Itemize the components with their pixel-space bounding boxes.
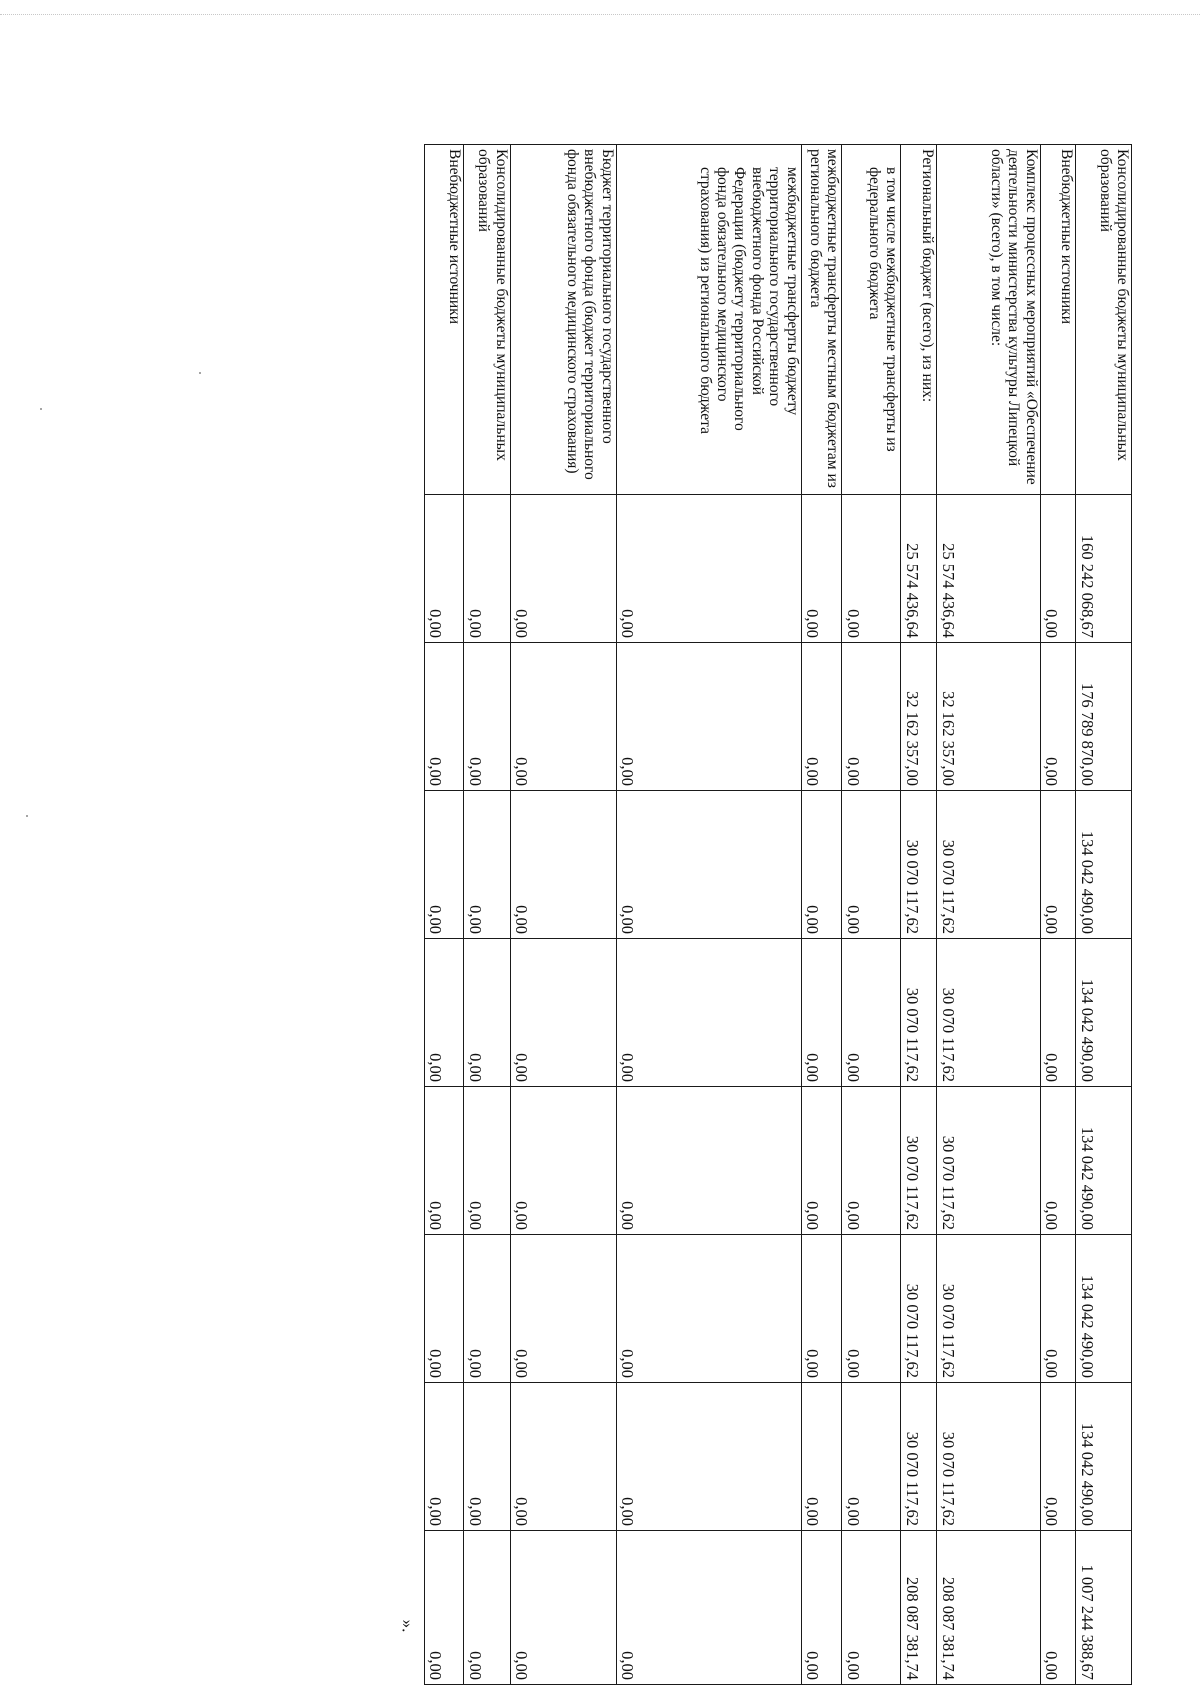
value-cell: 30 070 117,62 — [937, 1383, 1041, 1531]
value-cell: 0,00 — [425, 791, 464, 939]
budget-table — [424, 144, 1132, 1685]
value-cell: 0,00 — [801, 1235, 842, 1383]
table-row — [937, 145, 1041, 1685]
value-cell: 0,00 — [1040, 791, 1076, 939]
value-cell: 0,00 — [1040, 939, 1076, 1087]
value-cell: 0,00 — [801, 495, 842, 643]
row-total-cell: 1 007 244 388,67 — [1076, 1531, 1132, 1685]
value-cell: 0,00 — [464, 643, 511, 791]
value-cell: 0,00 — [1040, 1087, 1076, 1235]
value-cell: 0,00 — [616, 791, 801, 939]
row-label: Региональный бюджет (всего), из них: — [901, 145, 937, 495]
value-cell: 32 162 357,00 — [901, 643, 937, 791]
value-cell: 0,00 — [464, 1087, 511, 1235]
value-cell: 0,00 — [464, 791, 511, 939]
table-row — [616, 145, 801, 1685]
row-total-cell: 208 087 381,74 — [937, 1531, 1041, 1685]
value-cell: 0,00 — [616, 643, 801, 791]
value-cell: 0,00 — [1040, 495, 1076, 643]
row-label: Комплекс процессных мероприятий «Обеспечение деятельности министерства культуры Липецкой области» (всего), в том числе: — [937, 145, 1041, 495]
value-cell: 0,00 — [1040, 1383, 1076, 1531]
table-row — [425, 145, 464, 1685]
value-cell: 0,00 — [616, 939, 801, 1087]
value-cell: 176 789 870,00 — [1076, 643, 1132, 791]
scan-speck — [199, 372, 201, 374]
table-row — [510, 145, 616, 1685]
row-total-cell: 0,00 — [510, 1531, 616, 1685]
value-cell: 0,00 — [842, 1087, 901, 1235]
scan-speck — [26, 815, 28, 817]
value-cell: 30 070 117,62 — [937, 1087, 1041, 1235]
value-cell: 30 070 117,62 — [937, 939, 1041, 1087]
value-cell: 0,00 — [842, 643, 901, 791]
value-cell: 0,00 — [425, 495, 464, 643]
value-cell: 0,00 — [464, 1383, 511, 1531]
value-cell: 0,00 — [464, 495, 511, 643]
row-total-cell: 0,00 — [842, 1531, 901, 1685]
value-cell: 25 574 436,64 — [937, 495, 1041, 643]
value-cell: 30 070 117,62 — [901, 1235, 937, 1383]
value-cell: 0,00 — [1040, 1235, 1076, 1383]
value-cell: 0,00 — [425, 1235, 464, 1383]
row-total-cell: 208 087 381,74 — [901, 1531, 937, 1685]
value-cell: 32 162 357,00 — [937, 643, 1041, 791]
value-cell: 0,00 — [510, 495, 616, 643]
value-cell: 0,00 — [425, 939, 464, 1087]
row-label: Консолидированные бюджеты муниципальных образований — [1076, 145, 1132, 495]
value-cell: 30 070 117,62 — [901, 1383, 937, 1531]
value-cell: 0,00 — [510, 791, 616, 939]
value-cell: 134 042 490,00 — [1076, 1383, 1132, 1531]
value-cell: 0,00 — [801, 939, 842, 1087]
value-cell: 0,00 — [425, 1383, 464, 1531]
row-total-cell: 0,00 — [464, 1531, 511, 1685]
value-cell: 0,00 — [842, 495, 901, 643]
value-cell: 134 042 490,00 — [1076, 791, 1132, 939]
value-cell: 25 574 436,64 — [901, 495, 937, 643]
value-cell: 0,00 — [1040, 643, 1076, 791]
row-total-cell: 0,00 — [801, 1531, 842, 1685]
value-cell: 0,00 — [801, 643, 842, 791]
value-cell: 0,00 — [616, 1087, 801, 1235]
value-cell: 0,00 — [510, 1087, 616, 1235]
table-row — [801, 145, 842, 1685]
value-cell: 0,00 — [510, 1235, 616, 1383]
table-row — [464, 145, 511, 1685]
value-cell: 0,00 — [842, 939, 901, 1087]
value-cell: 0,00 — [616, 1235, 801, 1383]
value-cell: 0,00 — [510, 643, 616, 791]
row-label: межбюджетные трансферты бюджету территориального государственного внебюджетного фонда Российской Федерации (бюджету территориального фонда обязательного медицинского страхования) из регионального бюджета — [616, 145, 801, 495]
value-cell: 0,00 — [801, 1087, 842, 1235]
row-label: Внебюджетные источники — [1040, 145, 1076, 495]
value-cell: 0,00 — [425, 643, 464, 791]
row-label: Консолидированные бюджеты муниципальных образований — [464, 145, 511, 495]
table-row — [842, 145, 901, 1685]
value-cell: 0,00 — [842, 1383, 901, 1531]
value-cell: 0,00 — [842, 1235, 901, 1383]
closing-quote-mark: ». — [398, 1619, 418, 1633]
value-cell: 0,00 — [425, 1087, 464, 1235]
row-total-cell: 0,00 — [616, 1531, 801, 1685]
row-total-cell: 0,00 — [1040, 1531, 1076, 1685]
value-cell: 0,00 — [616, 495, 801, 643]
row-label: в том числе межбюджетные трансферты из федерального бюджета — [842, 145, 901, 495]
value-cell: 134 042 490,00 — [1076, 939, 1132, 1087]
value-cell: 0,00 — [510, 939, 616, 1087]
rotated-table-wrapper — [424, 144, 1132, 1684]
table-row — [901, 145, 937, 1685]
value-cell: 0,00 — [616, 1383, 801, 1531]
value-cell: 0,00 — [464, 939, 511, 1087]
value-cell: 0,00 — [842, 791, 901, 939]
value-cell: 0,00 — [510, 1383, 616, 1531]
table-row — [1040, 145, 1076, 1685]
value-cell: 0,00 — [801, 1383, 842, 1531]
value-cell: 30 070 117,62 — [901, 939, 937, 1087]
value-cell: 160 242 068,67 — [1076, 495, 1132, 643]
value-cell: 134 042 490,00 — [1076, 1087, 1132, 1235]
budget-table-body — [425, 145, 1132, 1685]
value-cell: 134 042 490,00 — [1076, 1235, 1132, 1383]
row-label: межбюджетные трансферты местным бюджетам из регионального бюджета — [801, 145, 842, 495]
value-cell: 30 070 117,62 — [937, 1235, 1041, 1383]
value-cell: 0,00 — [464, 1235, 511, 1383]
scan-speck — [40, 408, 42, 410]
value-cell: 0,00 — [801, 791, 842, 939]
scan-top-edge — [0, 0, 1200, 15]
table-row — [1076, 145, 1132, 1685]
value-cell: 30 070 117,62 — [901, 1087, 937, 1235]
row-total-cell: 0,00 — [425, 1531, 464, 1685]
value-cell: 30 070 117,62 — [937, 791, 1041, 939]
value-cell: 30 070 117,62 — [901, 791, 937, 939]
row-label: Внебюджетные источники — [425, 145, 464, 495]
row-label: Бюджет территориального государственного внебюджетного фонда (бюджет территориального фонда обязательного медицинского страхования) — [510, 145, 616, 495]
